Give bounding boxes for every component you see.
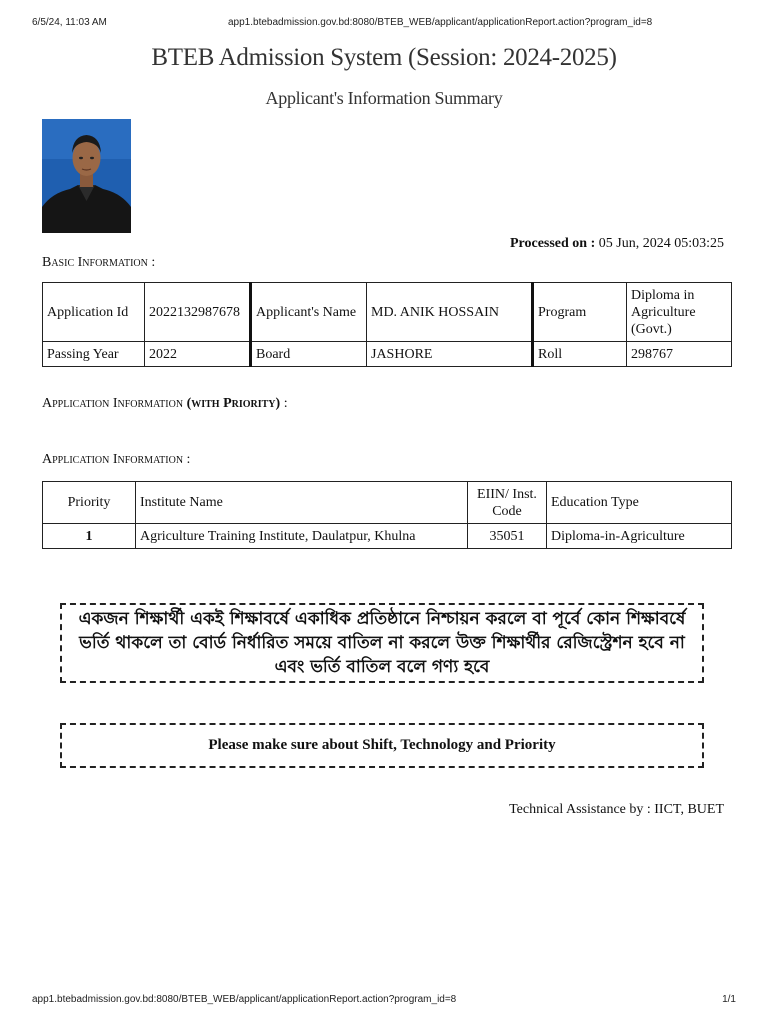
table-row [43,342,732,367]
bangla-notice-text: একজন শিক্ষার্থী একই শিক্ষাবর্ষে একাধিক প্রতিষ্ঠানে নিশ্চায়ন করলে বা পূর্বে কোন শিক্ষাবর্ষে ভর্তি থাকলে তা বোর্ড নির্ধারিত সময়ে বাতিল না করলে উক্ত শিক্ষার্থীর রেজিস্ট্রেশন হবে না এবং ভর্তি বাতিল বলে গণ্য হবে [78,609,686,677]
table-cell: Program [533,283,627,342]
table-cell: Roll [533,342,627,367]
table-cell: MD. ANIK HOSSAIN [367,283,533,342]
priority-notice-text: Please make sure about Shift, Technology and Priority [208,737,556,753]
application-information-priority-title [42,396,288,412]
print-footer [0,994,768,1008]
technical-assistance: Technical Assistance by : IICT, BUET [509,802,724,817]
page-number: 1/1 [722,994,736,1005]
applicant-photo [42,119,131,233]
table-row [43,524,732,549]
table-cell: Board [251,342,367,367]
table-header-cell: Institute Name [136,482,468,524]
application-information-table [42,481,732,549]
print-footer-url: app1.btebadmission.gov.bd:8080/BTEB_WEB/applicant/applicationReport.action?program_id=8 [32,994,457,1005]
print-header [0,17,768,31]
processed-on [510,236,724,252]
basic-information-title: Basic Information : [42,255,156,270]
person-photo-icon [42,119,131,233]
table-header-row [43,482,732,524]
table-cell: Diploma in Agriculture (Govt.) [627,283,732,342]
table-cell: Applicant's Name [251,283,367,342]
application-information-title: Application Information : [42,452,191,467]
table-cell: Application Id [43,283,145,342]
processed-on-value: 05 Jun, 2024 05:03:25 [598,236,724,251]
table-row [43,283,732,342]
table-header-cell: EIIN/ Inst. Code [468,482,547,524]
table-header-cell: Priority [43,482,136,524]
table-cell: 298767 [627,342,732,367]
table-cell: JASHORE [367,342,533,367]
priority-notice [60,723,704,768]
print-url: app1.btebadmission.gov.bd:8080/BTEB_WEB/applicant/applicationReport.action?program_id=8 [228,17,653,28]
table-cell: 2022 [145,342,251,367]
table-cell: Passing Year [43,342,145,367]
bangla-notice [60,603,704,683]
table-cell: Agriculture Training Institute, Daulatpur, Khulna [136,524,468,549]
table-cell: 1 [43,524,136,549]
print-date: 6/5/24, 11:03 AM [32,17,107,28]
processed-on-label: Processed on : [509,236,596,251]
table-cell: 35051 [468,524,547,549]
table-cell: Diploma-in-Agriculture [547,524,732,549]
basic-information-table [42,282,732,367]
section-title-bold: (with Priority) [186,396,281,411]
page-title: BTEB Admission System (Session: 2024-2025) [151,44,617,71]
section-title-prefix: Application Information [42,396,187,411]
table-header-cell: Education Type [547,482,732,524]
page-subtitle: Applicant's Information Summary [265,88,503,108]
section-title-suffix: : [280,396,288,411]
table-cell: 2022132987678 [145,283,251,342]
